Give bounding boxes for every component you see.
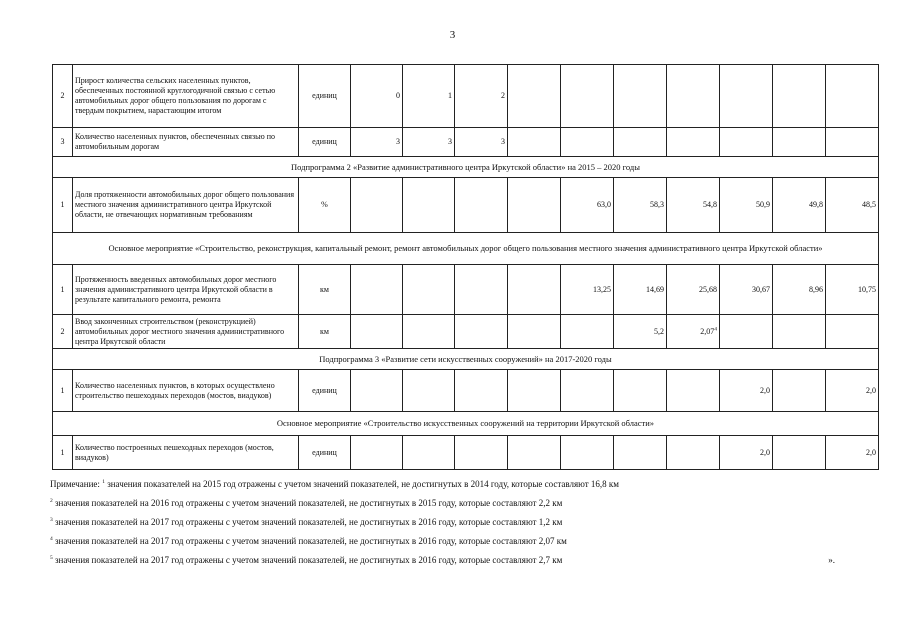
unit-cell: % [299, 178, 351, 233]
note-marker: 3 [50, 517, 53, 523]
note-text: значения показателей на 2017 год отражены с учетом значений показателей, не достигнутых в 2016 году, которые составляют 1,2 км [52, 517, 563, 527]
value-cell [455, 128, 508, 157]
note-line [50, 480, 835, 499]
table-row [53, 315, 879, 349]
value-cell [826, 128, 879, 157]
unit-cell: единиц [299, 65, 351, 128]
section-title: Основное мероприятие «Строительство искусственных сооружений на территории Иркутской области» [53, 412, 879, 436]
note-marker: 1 [102, 479, 105, 485]
value-cell [403, 436, 455, 470]
row-number: 1 [53, 436, 73, 470]
value-cell [508, 65, 561, 128]
value-text: 3 [396, 137, 400, 146]
value-cell [773, 315, 826, 349]
value-cell [667, 65, 720, 128]
value-cell [561, 178, 614, 233]
unit-cell: единиц [299, 128, 351, 157]
value-text: 5,2 [654, 326, 664, 336]
section-title: Подпрограмма 2 «Развитие административного центра Иркутской области» на 2015 – 2020 годы [53, 157, 879, 178]
value-cell [720, 436, 773, 470]
row-number: 2 [53, 315, 73, 349]
value-cell [667, 315, 720, 349]
value-cell [561, 265, 614, 315]
table-row [53, 65, 879, 128]
row-number: 3 [53, 128, 73, 157]
note-line [50, 537, 835, 556]
note-marker: 2 [50, 498, 53, 504]
value-text: 58,3 [650, 200, 664, 209]
value-cell [667, 265, 720, 315]
value-cell [455, 436, 508, 470]
value-cell [508, 178, 561, 233]
value-text: 54,8 [703, 200, 717, 209]
value-cell [561, 65, 614, 128]
table-row [53, 436, 879, 470]
value-cell [351, 128, 403, 157]
value-text: 13,25 [593, 284, 611, 294]
value-cell [614, 178, 667, 233]
value-text: 2,07 [700, 326, 715, 336]
value-cell [351, 436, 403, 470]
note-text: значения показателей на 2017 год отражены с учетом значений показателей, не достигнутых в 2016 году, которые составляют 2,7 км [52, 555, 563, 565]
value-text: 14,69 [646, 284, 664, 294]
value-cell [720, 128, 773, 157]
section-row [53, 412, 879, 436]
value-text: 10,75 [858, 284, 876, 294]
value-text: 2,0 [866, 385, 876, 395]
value-cell [508, 315, 561, 349]
unit-cell: км [299, 265, 351, 315]
table-row [53, 265, 879, 315]
value-cell [826, 436, 879, 470]
indicator-name: Доля протяженности автомобильных дорог общего пользования местного значения административного центра Иркутской области, не отвечающих нормативным требованиям [73, 178, 299, 233]
value-text: 25,68 [699, 284, 717, 294]
note-prefix: Примечание: [50, 479, 103, 489]
value-cell [667, 436, 720, 470]
note-text: значения показателей на 2017 год отражены с учетом значений показателей, не достигнутых в 2016 году, которые составляют 2,07 км [52, 536, 567, 546]
section-row [53, 233, 879, 265]
value-text: 0 [396, 91, 400, 100]
value-cell [667, 178, 720, 233]
value-cell [351, 65, 403, 128]
value-cell [561, 315, 614, 349]
page-number: 3 [449, 29, 456, 41]
value-cell [508, 265, 561, 315]
value-cell [773, 436, 826, 470]
value-cell [351, 178, 403, 233]
note-line [50, 556, 835, 575]
value-cell [826, 315, 879, 349]
indicator-name: Протяженность введенных автомобильных дорог местного значения административного центра Иркутской области в результате капитального ремонта, ремонта [73, 265, 299, 315]
value-cell [773, 65, 826, 128]
row-number: 1 [53, 370, 73, 412]
indicator-name: Ввод законченных строительством (реконструкцией) автомобильных дорог местного значения административного центра Иркутской области [73, 315, 299, 349]
row-number: 2 [53, 65, 73, 128]
table-body [53, 65, 879, 470]
value-cell [720, 370, 773, 412]
section-row [53, 349, 879, 370]
value-cell [614, 265, 667, 315]
note-text: значения показателей на 2015 год отражены с учетом значений показателей, не достигнутых в 2014 году, которые составляют 16,8 км [104, 479, 619, 489]
value-cell [455, 265, 508, 315]
value-cell [508, 436, 561, 470]
value-cell [667, 370, 720, 412]
value-text: 2,0 [866, 447, 876, 457]
indicator-name: Количество построенных пешеходных переходов (мостов, виадуков) [73, 436, 299, 470]
value-cell [826, 178, 879, 233]
value-cell [773, 265, 826, 315]
table-row [53, 370, 879, 412]
note-line [50, 499, 835, 518]
notes-section [50, 480, 835, 575]
value-cell [455, 65, 508, 128]
value-cell [403, 65, 455, 128]
value-text: 8,96 [809, 284, 823, 294]
value-cell [403, 315, 455, 349]
unit-cell: единиц [299, 370, 351, 412]
value-cell [614, 65, 667, 128]
value-text: 2,0 [760, 385, 770, 395]
row-number: 1 [53, 178, 73, 233]
unit-cell: км [299, 315, 351, 349]
value-cell [455, 370, 508, 412]
indicator-name: Прирост количества сельских населенных пунктов, обеспеченных постоянной круглогодичной связью с сетью автомобильных дорог общего пользования по дорогам с твердым покрытием, нарастающим итогом [73, 65, 299, 128]
value-cell [720, 178, 773, 233]
unit-cell: единиц [299, 436, 351, 470]
value-text: 1 [448, 91, 452, 100]
footnote-marker: 4 [714, 325, 717, 332]
value-text: 3 [448, 137, 452, 146]
value-text: 2 [501, 91, 505, 100]
value-cell [403, 370, 455, 412]
note-text: значения показателей на 2016 год отражены с учетом значений показателей, не достигнутых в 2015 году, которые составляют 2,2 км [52, 498, 563, 508]
table-row [53, 178, 879, 233]
section-title: Подпрограмма 3 «Развитие сети искусственных сооружений» на 2017-2020 годы [53, 349, 879, 370]
section-title: Основное мероприятие «Строительство, реконструкция, капитальный ремонт, ремонт автомобильных дорог общего пользования местного значения административного центра Иркутской области» [53, 233, 879, 265]
value-cell [561, 370, 614, 412]
indicators-table [52, 64, 879, 470]
value-text: 48,5 [862, 200, 876, 209]
value-cell [403, 265, 455, 315]
value-cell [720, 265, 773, 315]
note-line [50, 518, 835, 537]
value-text: 30,67 [752, 284, 770, 294]
value-cell [508, 370, 561, 412]
table-row [53, 128, 879, 157]
value-cell [561, 128, 614, 157]
note-marker: 5 [50, 555, 53, 561]
value-cell [720, 315, 773, 349]
value-cell [614, 315, 667, 349]
value-cell [455, 315, 508, 349]
value-cell [614, 128, 667, 157]
closing-quote: ». [828, 555, 835, 565]
value-cell [720, 65, 773, 128]
value-cell [455, 178, 508, 233]
value-cell [826, 65, 879, 128]
value-cell [773, 370, 826, 412]
note-marker: 4 [50, 536, 53, 542]
indicator-name: Количество населенных пунктов, в которых осуществлено строительство пешеходных переходов (мостов, виадуков) [73, 370, 299, 412]
indicator-name: Количество населенных пунктов, обеспеченных связью по автомобильным дорогам [73, 128, 299, 157]
value-cell [403, 178, 455, 233]
value-cell [403, 128, 455, 157]
value-cell [561, 436, 614, 470]
value-cell [667, 128, 720, 157]
value-text: 50,9 [756, 200, 770, 209]
value-cell [351, 370, 403, 412]
value-cell [351, 315, 403, 349]
value-cell [773, 178, 826, 233]
value-cell [614, 370, 667, 412]
value-text: 63,0 [597, 200, 611, 209]
value-cell [351, 265, 403, 315]
value-cell [773, 128, 826, 157]
value-cell [826, 265, 879, 315]
section-row [53, 157, 879, 178]
value-cell [508, 128, 561, 157]
value-text: 2,0 [760, 447, 770, 457]
row-number: 1 [53, 265, 73, 315]
value-cell [826, 370, 879, 412]
value-text: 49,8 [809, 200, 823, 209]
value-cell [614, 436, 667, 470]
value-text: 3 [501, 137, 505, 146]
